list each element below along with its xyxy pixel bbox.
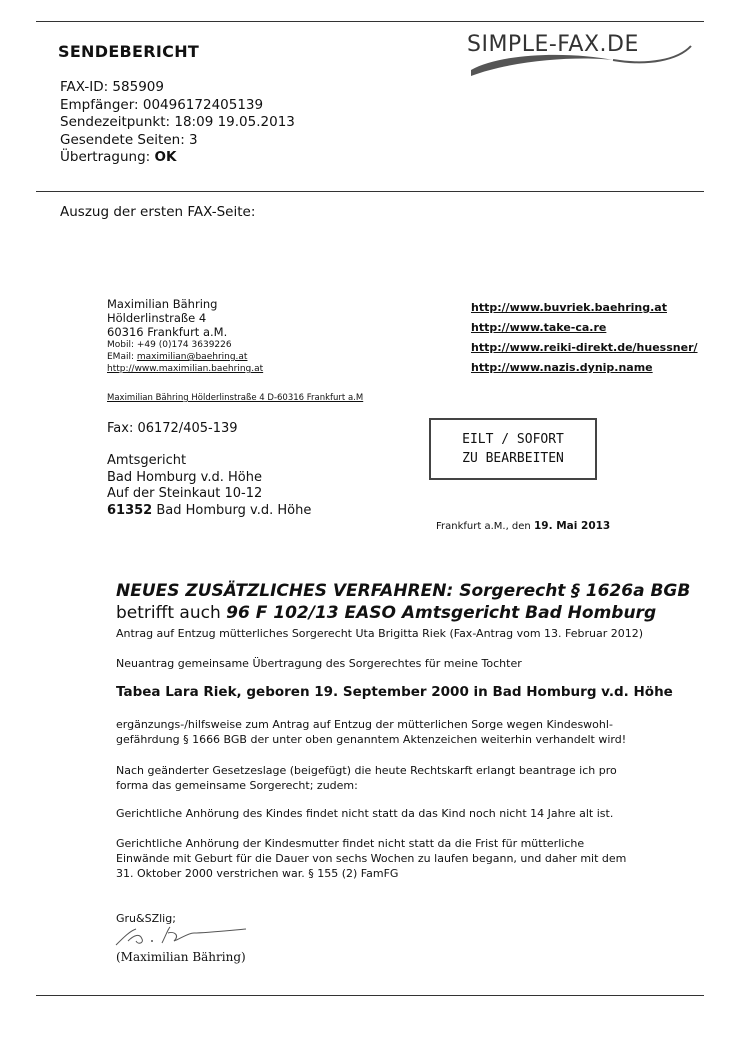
paragraph-mother-hearing: Gerichtliche Anhörung der Kindesmutter findet nicht statt da die Frist für mütterliche Einwände mit Geburt für die Dauer von sechs Wochen zu laufen begann, und daher mit dem 31. Oktober 2000 verstrichen war. § 155 (2) FamFG (116, 837, 627, 880)
recipient-line3: Auf der Steinkaut 10-12 (107, 486, 263, 501)
send-time: Sendezeitpunkt: 18:09 19.05.2013 (60, 114, 295, 130)
recipient-address (107, 453, 311, 519)
sender-street: Hölderlinstraße 4 (107, 311, 207, 325)
recipient-city: Bad Homburg v.d. Höhe (156, 502, 312, 518)
headline-1: NEUES ZUSÄTZLICHES VERFAHREN: Sorgerecht § 1626a BGB (116, 581, 691, 601)
transmission-label: Übertragung: (60, 149, 151, 165)
letter-subline: Antrag auf Entzug mütterliches Sorgerecht Uta Brigitta Riek (Fax-Antrag vom 13. Februar 2012) (116, 627, 644, 640)
transmission-status (60, 149, 295, 167)
paragraph-supplementary: ergänzungs-/hilfsweise zum Antrag auf Entzug der mütterlichen Sorge wegen Kindeswohl-gefährdung § 1666 BGB der unter oben genanntem Aktenzeichen weiterhin verhandelt wird! (116, 718, 627, 746)
paragraph-child-hearing: Gerichtliche Anhörung des Kindes findet nicht statt da das Kind noch nicht 14 Jahre alt ist. (116, 807, 614, 820)
recipient-line2: Bad Homburg v.d. Höhe (107, 469, 262, 485)
urgent-stamp (429, 418, 597, 480)
sender-email-line (107, 351, 263, 363)
logo-text: SIMPLE-FAX.DE (467, 32, 639, 57)
dateline-prefix: Frankfurt a.M., den (436, 521, 531, 532)
letter-headline (116, 580, 690, 624)
recipient-number: Empfänger: 00496172405139 (60, 96, 264, 113)
sender-email-prefix: EMail: (107, 352, 137, 362)
link-buvriek[interactable]: http://www.buvriek.baehring.at (471, 301, 667, 314)
excerpt-label: Auszug der ersten FAX-Seite: (60, 204, 256, 220)
section-rule (36, 191, 704, 192)
paragraph-new-application: Neuantrag gemeinsame Übertragung des Sorgerechtes für meine Tochter (116, 657, 522, 670)
report-details (60, 79, 295, 167)
recipient-line4 (107, 503, 311, 520)
fax-number: Fax: 06172/405-139 (107, 421, 238, 436)
links-block (471, 298, 698, 378)
bottom-rule (36, 995, 704, 996)
sender-name: Maximilian Bähring (107, 297, 218, 311)
sender-website[interactable]: http://www.maximilian.baehring.at (107, 364, 264, 374)
signature-name: (Maximilian Bähring) (116, 950, 246, 964)
recipient-zip: 61352 (107, 502, 153, 518)
pages-sent: Gesendete Seiten: 3 (60, 131, 198, 148)
simple-fax-logo (463, 30, 695, 80)
sender-email[interactable]: maximilian@baehring.at (136, 352, 248, 362)
transmission-value: OK (154, 149, 177, 165)
link-take-care[interactable]: http://www.take-ca.re (471, 321, 607, 334)
link-nazis[interactable]: http://www.nazis.dynip.name (471, 361, 653, 374)
sender-city: 60316 Frankfurt a.M. (107, 325, 228, 339)
handwritten-signature (114, 923, 249, 949)
greeting: Gru&SZlig; (116, 912, 176, 925)
headline-2-prefix: betrifft auch (116, 603, 221, 623)
sender-mobile: Mobil: +49 (0)174 3639226 (107, 340, 232, 350)
stamp-line2: ZU BEARBEITEN (462, 451, 564, 466)
report-title: SENDEBERICHT (58, 42, 200, 61)
stamp-line1: EILT / SOFORT (462, 432, 564, 447)
paragraph-legal-change: Nach geänderter Gesetzeslage (beigefügt) die heute Rechtskarft erlangt beantrage ich pro forma das gemeinsame Sorgerecht; zudem: (116, 764, 617, 792)
dateline-date: 19. Mai 2013 (533, 520, 611, 532)
headline-2-case: 96 F 102/13 EASO Amtsgericht Bad Homburg (226, 603, 657, 623)
dateline (436, 520, 610, 532)
recipient-line1: Amtsgericht (107, 453, 187, 468)
paragraph-child-name: Tabea Lara Riek, geboren 19. September 2000 in Bad Homburg v.d. Höhe (116, 684, 673, 700)
link-reiki[interactable]: http://www.reiki-direkt.de/huessner/ (471, 341, 698, 354)
sender-address-line: Maximilian Bähring Hölderlinstraße 4 D-60316 Frankfurt a.M (107, 393, 364, 403)
top-rule (36, 21, 704, 22)
sender-block (107, 297, 263, 375)
fax-id: FAX-ID: 585909 (60, 79, 164, 95)
